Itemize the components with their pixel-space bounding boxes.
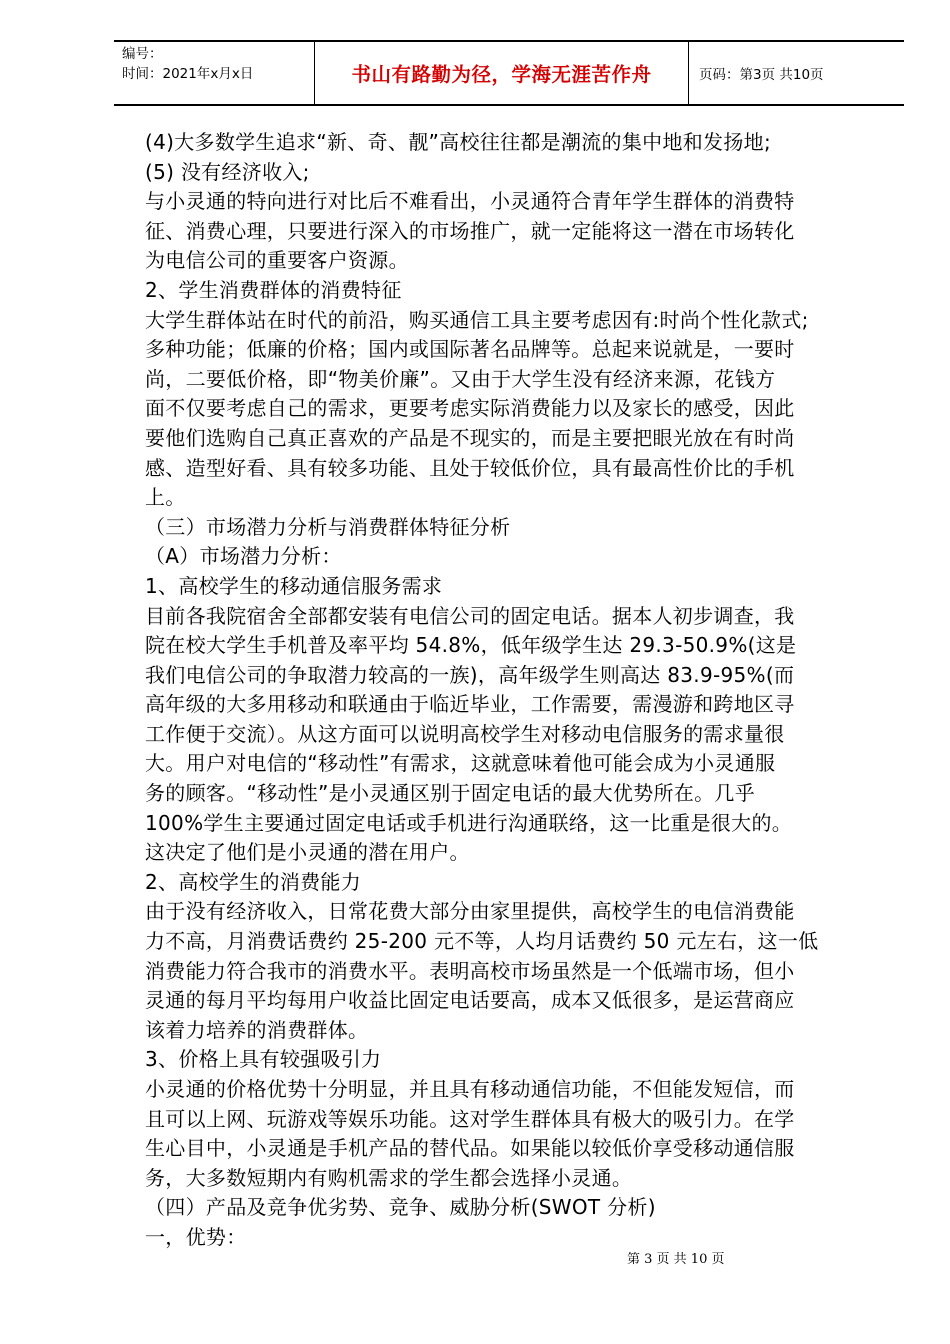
text-line: 100%学生主要通过固定电话或手机进行沟通联络，这一比重是很大的。 (145, 810, 793, 835)
text-line: 目前各我院宿舍全部都安装有电信公司的固定电话。据本人初步调查，我 (145, 603, 795, 628)
text-line: 与小灵通的特向进行对比后不难看出，小灵通符合青年学生群体的消费特 (145, 189, 795, 214)
text-line: 尚，二要低价格，即“物美价廉”。又由于大学生没有经济来源，花钱方 (145, 366, 776, 391)
text-line: 高年级的大多用移动和联通由于临近毕业，工作需要，需漫游和跨地区寻 (145, 692, 795, 717)
text-line: (5) 没有经济收入; (145, 159, 310, 184)
text-line: 大学生群体站在时代的前沿，购买通信工具主要考虑因有:时尚个性化款式; (145, 307, 809, 332)
text-line: 务的顾客。“移动性”是小灵通区别于固定电话的最大优势所在。几乎 (145, 781, 756, 806)
text-line: 面不仅要考虑自己的需求，更要考虑实际消费能力以及家长的感受，因此 (145, 396, 795, 421)
text-line: 感、造型好看、具有较多功能、且处于较低价位，具有最高性价比的手机 (145, 455, 795, 480)
text-line: 消费能力符合我市的消费水平。表明高校市场虽然是一个低端市场，但小 (145, 958, 795, 983)
text-line: 且可以上网、玩游戏等娱乐功能。这对学生群体具有极大的吸引力。在学 (145, 1106, 795, 1131)
text-line: 一，优势： (145, 1224, 247, 1249)
text-line: 1、高校学生的移动通信服务需求 (145, 573, 443, 598)
text-line: 务，大多数短期内有购机需求的学生都会选择小灵通。 (145, 1165, 633, 1190)
text-line: 小灵通的价格优势十分明显，并且具有移动通信功能，不但能发短信，而 (145, 1077, 795, 1101)
text-line: 我们电信公司的争取潜力较高的一族)，高年级学生则高达 83.9-95%(而 (145, 662, 795, 687)
header-motto (314, 42, 689, 104)
number-label: 编号： (122, 46, 163, 62)
page-info-text: 页码：第3页 共10页 (699, 67, 824, 83)
text-line: 征、消费心理，只要进行深入的市场推广，就一定能将这一潜在市场转化 (145, 218, 795, 243)
motto-text: 书山有路勤为径，学海无涯苦作舟 (351, 63, 652, 86)
text-line: 这决定了他们是小灵通的潜在用户。 (145, 840, 470, 865)
text-line: 3、价格上具有较强吸引力 (145, 1047, 382, 1072)
text-line: （四）产品及竞争优劣势、竞争、威胁分析(SWOT 分析) (145, 1195, 656, 1220)
text-line: 为电信公司的重要客户资源。 (145, 248, 409, 273)
text-line: （A）市场潜力分析： (145, 544, 342, 569)
document-body (145, 128, 865, 1253)
text-line: 2、学生消费群体的消费特征 (145, 277, 402, 302)
text-line: 院在校大学生手机普及率平均 54.8%，低年级学生达 29.3-50.9%(这是 (145, 633, 797, 658)
text-line: 该着力培养的消费群体。 (145, 1017, 369, 1042)
text-line: 大。用户对电信的“移动性”有需求，这就意味着他可能会成为小灵通服 (145, 751, 776, 776)
text-line: 2、高校学生的消费能力 (145, 869, 362, 894)
text-line: 力不高，月消费话费约 25-200 元不等，人均月话费约 50 元左右，这一低 (145, 929, 819, 954)
page-footer: 第 3 页 共 10 页 (627, 1252, 725, 1267)
text-line: 工作便于交流）。从这方面可以说明高校学生对移动电信服务的需求量很 (145, 721, 785, 746)
text-line: (4)大多数学生追求“新、奇、靓”高校往往都是潮流的集中地和发扬地; (145, 130, 771, 154)
header-meta (114, 42, 314, 104)
text-line: 要他们选购自己真正喜欢的产品是不现实的，而是主要把眼光放在有时尚 (145, 425, 795, 450)
text-line: （三）市场潜力分析与消费群体特征分析 (145, 514, 511, 539)
page-header (114, 40, 904, 106)
text-line: 由于没有经济收入，日常花费大部分由家里提供，高校学生的电信消费能 (145, 899, 795, 924)
header-page-info (689, 42, 904, 104)
text-line: 上。 (145, 485, 186, 510)
time-label: 时间：2021年x月x日 (122, 66, 254, 82)
text-line: 多种功能；低廉的价格；国内或国际著名品牌等。总起来说就是，一要时 (145, 337, 795, 362)
text-line: 灵通的每月平均每用户收益比固定电话要高，成本又低很多，是运营商应 (145, 988, 795, 1013)
text-line: 生心目中，小灵通是手机产品的替代品。如果能以较低价享受移动通信服 (145, 1136, 795, 1161)
